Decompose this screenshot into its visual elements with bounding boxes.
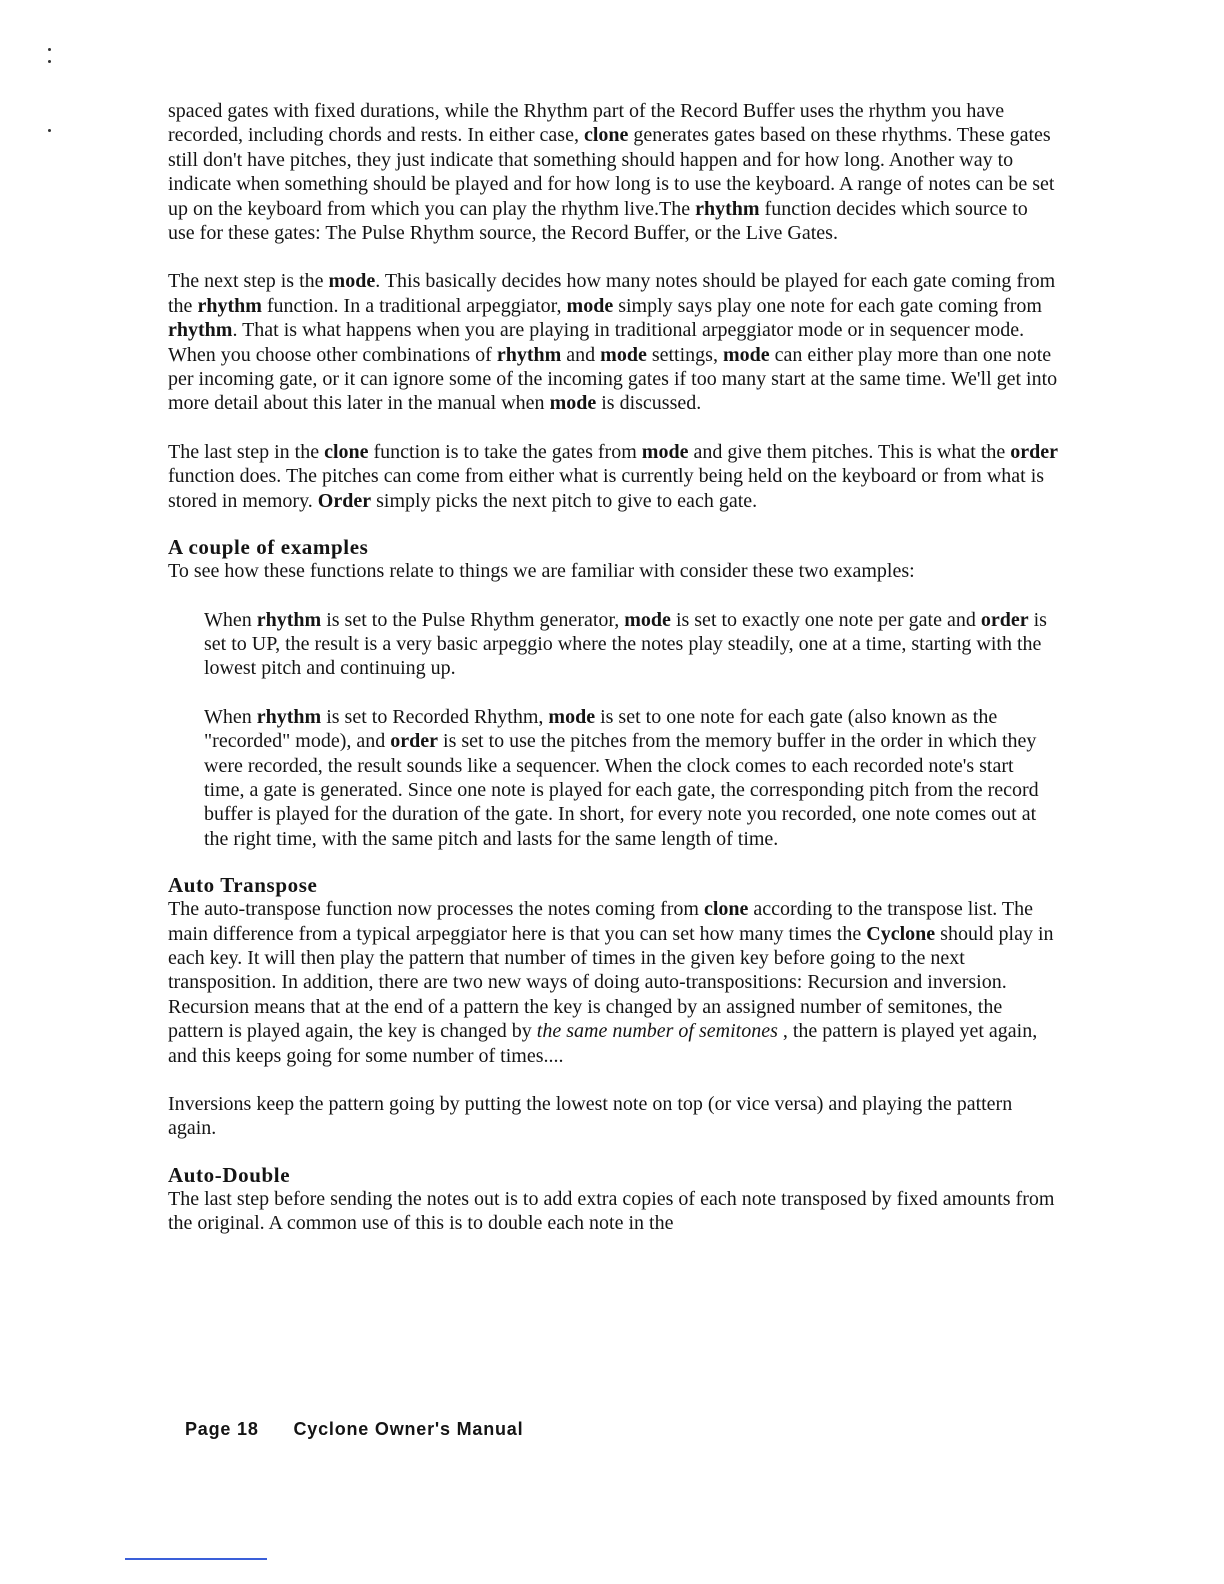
paragraph-examples-intro: To see how these functions relate to things we are familiar with consider these two examples: [168, 560, 915, 583]
heading-auto-double: Auto-Double [168, 1162, 291, 1187]
page-footer [185, 1419, 523, 1440]
paragraph-auto-double: The last step before sending the notes out is to add extra copies of each note transposed by fixed amounts from the original. A common use of this is to double each note in the [168, 1187, 1055, 1235]
paragraph-rhythm-sources: spaced gates with fixed durations, while the Rhythm part of the Record Buffer uses the rhythm you have recorded, including chords and rests. In either case, clone generates gates based on these rhythms. These gates still don't have pitches, they just indicate that something should happen and for how long. Another way to indicate when something should be played and for how long is to use the keyboard. A range of notes can be set up on the keyboard from which you can play the rhythm live.The rhythm function decides which source to use for these gates: The Pulse Rhythm source, the Record Buffer, or the Live Gates. [168, 100, 1055, 245]
scan-speck [48, 60, 51, 63]
paragraph-auto-transpose: The auto-transpose function now processes the notes coming from clone according to the transpose list. The main difference from a typical arpeggiator here is that you can set how many times the Cyclone should play in each key. It will then play the pattern that number of times in the given key before going to the next transposition. In addition, there are two new ways of doing auto-transpositions: Recursion and inversion. Recursion means that at the end of a pattern the key is changed by an assigned number of semitones, the pattern is played again, the key is changed by the same number of semitones , the pattern is played yet again, and this keeps going for some number of times.... [168, 898, 1054, 1067]
footer-manual-title: Cyclone Owner's Manual [293, 1419, 524, 1439]
scan-speck [48, 48, 51, 51]
paragraph-mode: The next step is the mode. This basically decides how many notes should be played for each gate coming from the rhythm function. In a traditional arpeggiator, mode simply says play one note for each gate coming from rhythm. That is what happens when you are playing in traditional arpeggiator mode or in sequencer mode. When you choose other combinations of rhythm and mode settings, mode can either play more than one note per incoming gate, or it can ignore some of the incoming gates if too many start at the same time. We'll get into more detail about this later in the manual when mode is discussed. [168, 270, 1058, 415]
example-recorded-rhythm: When rhythm is set to Recorded Rhythm, mode is set to one note for each gate (also known as the "recorded" mode), and order is set to use the pitches from the memory buffer in the order in which they were recorded, the result sounds like a sequencer. When the clock comes to each recorded note's start time, a gate is generated. Since one note is played for each gate, the corresponding pitch from the record buffer is played for the duration of the gate. In short, for every note you recorded, one note comes out at the right time, with the same pitch and lasts for the same length of time. [204, 705, 1039, 850]
paragraph-order: The last step in the clone function is to take the gates from mode and give them pitches. This is what the order function does. The pitches can come from either what is currently being held on the keyboard or from what is stored in memory. Order simply picks the next pitch to give to each gate. [168, 440, 1059, 512]
scan-speck [48, 129, 51, 132]
footer-page-number: Page 18 [185, 1419, 259, 1439]
paragraph-inversions: Inversions keep the pattern going by putting the lowest note on top (or vice versa) and playing the pattern again. [168, 1093, 1013, 1140]
heading-examples: A couple of examples [168, 535, 369, 560]
manual-page-body [168, 99, 1058, 1236]
example-pulse-rhythm: When rhythm is set to the Pulse Rhythm generator, mode is set to exactly one note per gate and order is set to UP, the result is a very basic arpeggio where the notes play steadily, one at a time, starting with the lowest pitch and continuing up. [204, 608, 1047, 680]
bottom-rule [125, 1558, 267, 1560]
heading-auto-transpose: Auto Transpose [168, 873, 318, 898]
